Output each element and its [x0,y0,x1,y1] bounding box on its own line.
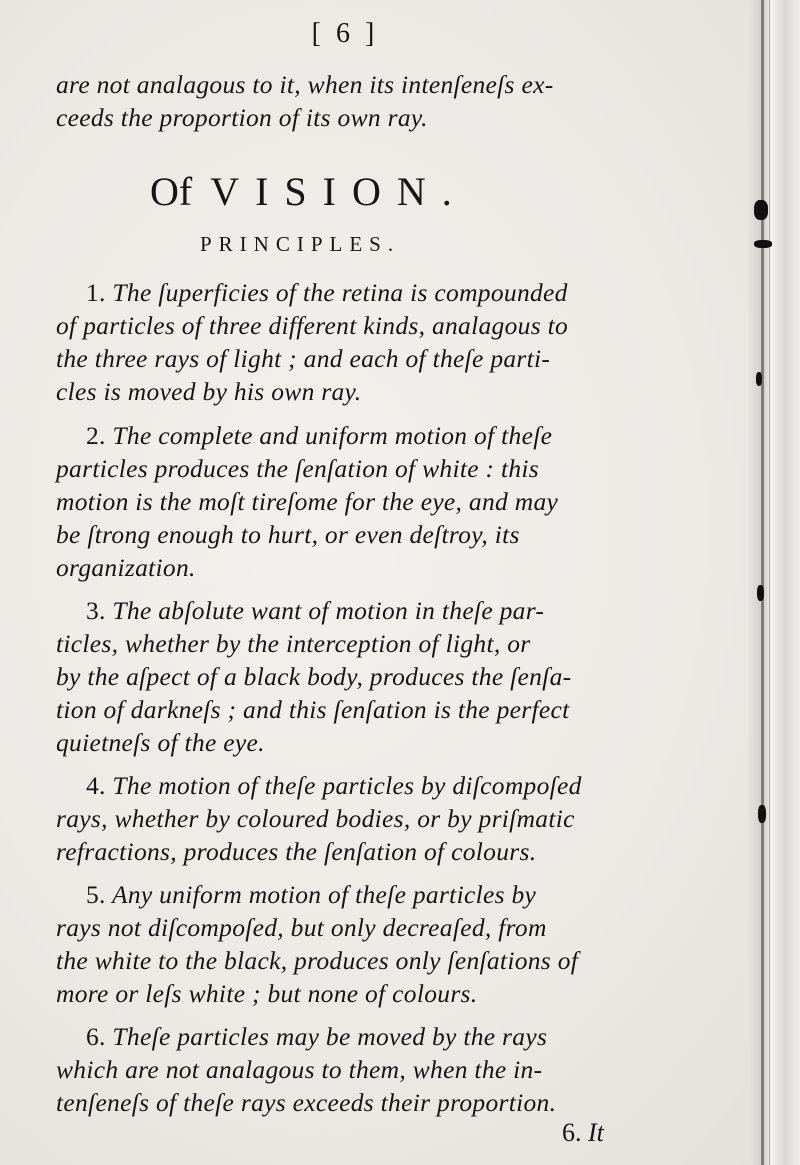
fold-line [761,0,764,1165]
binding-mark [757,585,764,601]
principle-line: the three rays of light ; and each of theſe parti- [56,344,551,373]
principle-text: The ſuperficies of the retina is compounded [112,278,568,307]
catchword-number: 6. [562,1118,582,1147]
principle-first-line [86,1022,547,1052]
heading-of: Of [150,169,193,214]
principle-line: particles produces the ſenſation of white : this [56,454,540,483]
principle-text: Any uniform motion of theſe particles by [111,880,537,909]
principle-number: 3. [86,596,106,625]
continued-text-line: ceeds the proportion of its own ray. [56,103,428,132]
principle-first-line [86,421,552,451]
fold-line-secondary [769,0,770,1165]
catchword-word: It [588,1118,604,1147]
principle-text: The motion of theſe particles by diſcompoſed [112,771,582,800]
principle-first-line [86,278,568,308]
principle-number: 1. [86,278,106,307]
principle-line: motion is the moſt tireſome for the eye, and may [56,487,559,516]
principle-line: of particles of three different kinds, analagous to [56,311,569,340]
principle-line: rays, whether by coloured bodies, or by priſmatic [56,804,575,833]
principle-first-line [86,880,536,910]
principle-line: tion of darkneſs ; and this ſenſation is the perfect [56,695,570,724]
principle-line: refractions, produces the ſenſation of colours. [56,837,537,866]
principle-number: 2. [86,421,106,450]
binding-mark [758,805,766,823]
catchword [562,1118,604,1148]
heading-title: VISION. [210,169,468,214]
principle-number: 5. [86,880,106,909]
principle-text: The complete and uniform motion of theſe [112,421,553,450]
principle-line: be ſtrong enough to hurt, or even deſtroy, its [56,520,520,549]
binding-mark [754,200,768,220]
principle-line: ticles, whether by the interception of light, or [56,629,531,658]
continued-text-line: are not analagous to it, when its intenſeneſs ex- [56,70,554,99]
principle-line: organization. [56,553,196,582]
binding-mark [756,372,762,386]
section-heading [150,168,468,215]
principle-line: more or leſs white ; but none of colours. [56,979,478,1008]
principle-line: the white to the black, produces only ſenſations of [56,946,579,975]
principle-line: cles is moved by his own ray. [56,377,362,406]
principle-line: tenſeneſs of theſe rays exceeds their proportion. [56,1088,557,1117]
subheading: PRINCIPLES. [200,232,401,256]
principle-first-line [86,771,582,801]
binding-mark [754,240,772,248]
principle-first-line [86,596,544,626]
principle-line: by the aſpect of a black body, produces the ſenſa- [56,662,572,691]
principle-text: The abſolute want of motion in theſe par- [112,596,545,625]
page-fold [748,0,800,1165]
page-number: [ 6 ] [311,18,379,49]
principle-line: quietneſs of the eye. [56,728,265,757]
principle-line: rays not diſcompoſed, but only decreaſed, from [56,913,547,942]
principle-number: 6. [86,1022,106,1051]
principle-line: which are not analagous to them, when the in- [56,1055,543,1084]
principle-text: Theſe particles may be moved by the rays [112,1022,548,1051]
principle-number: 4. [86,771,106,800]
